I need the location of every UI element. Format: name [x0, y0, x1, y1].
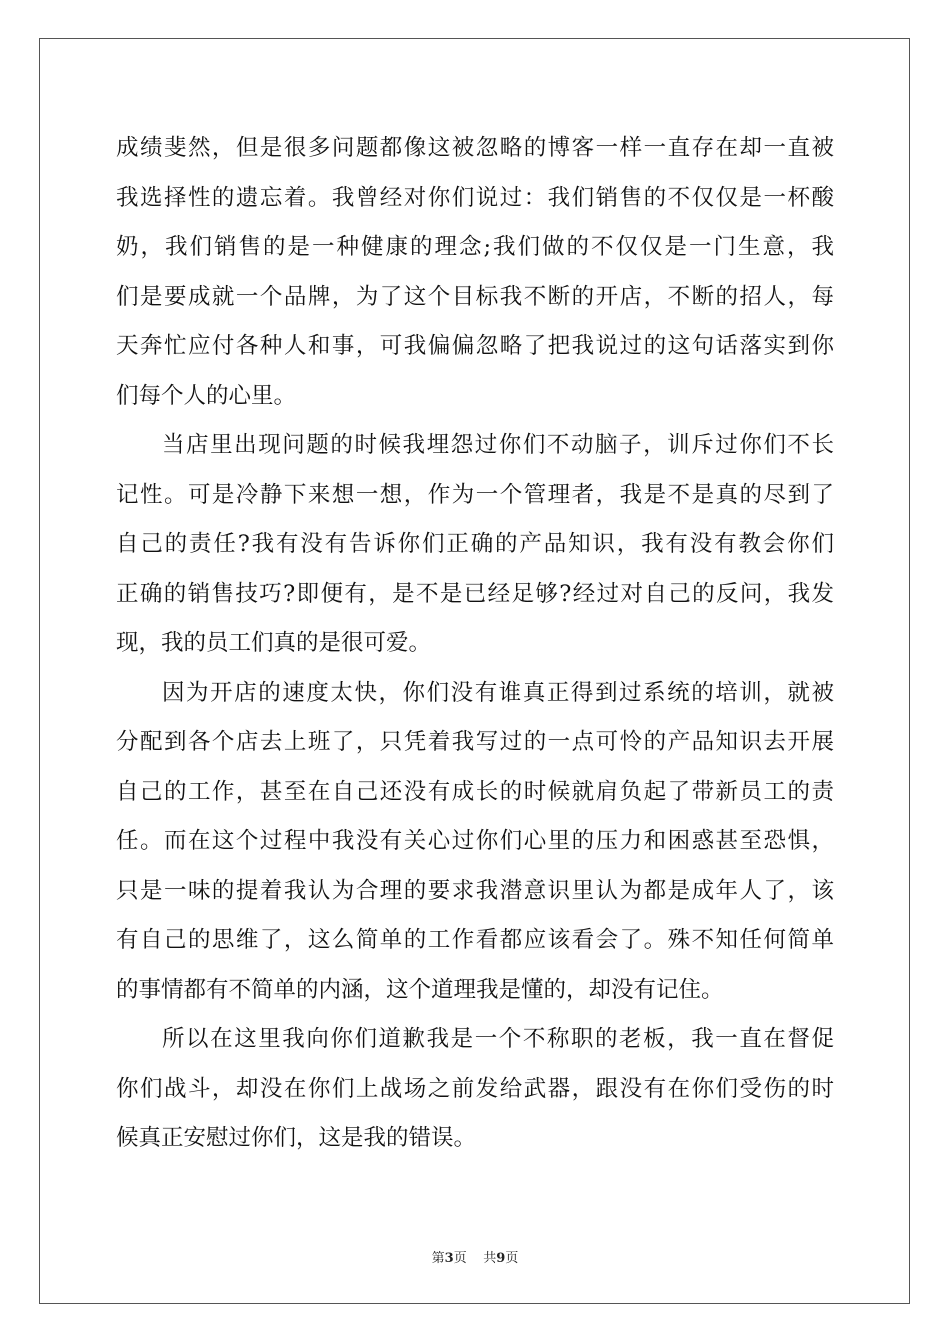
total-prefix: 共: [483, 1251, 497, 1266]
text-line: 现，我的员工们真的是很可爱。: [116, 630, 432, 656]
page-prefix: 第: [431, 1251, 445, 1266]
text-line: 的事情都有不简单的内涵，这个道理我是懂的，却没有记住。: [116, 976, 724, 1003]
text-line: 你们战斗，却没在你们上战场之前发给武器，跟没有在你们受伤的时: [116, 1075, 834, 1102]
text-line: 记性。可是冷静下来想一想，作为一个管理者，我是不是真的尽到了: [116, 481, 834, 508]
text-line: 任。而在这个过程中我没有关心过你们心里的压力和困惑甚至恐惧，: [116, 828, 834, 854]
text-line: 成绩斐然，但是很多问题都像这被忽略的博客一样一直存在却一直被: [116, 135, 834, 161]
text-line: 们每个人的心里。: [116, 382, 297, 409]
total-suffix: 页: [505, 1251, 519, 1266]
page-footer: [0, 1247, 950, 1266]
text-line: 奶，我们销售的是一种健康的理念;我们做的不仅仅是一门生意，我: [116, 234, 834, 260]
text-line: 自己的责任?我有没有告诉你们正确的产品知识，我有没有教会你们: [116, 531, 834, 557]
paragraph-first-line: 当店里出现问题的时候我埋怨过你们不动脑子，训斥过你们不长: [162, 432, 834, 458]
text-line: 只是一味的提着我认为合理的要求我潜意识里认为都是成年人了，该: [116, 877, 834, 904]
text-line: 天奔忙应付各种人和事，可我偏偏忽略了把我说过的这句话落实到你: [116, 333, 834, 359]
text-line: 正确的销售技巧?即便有，是不是已经足够?经过对自己的反问，我发: [116, 580, 834, 607]
text-line: 候真正安慰过你们，这是我的错误。: [116, 1125, 477, 1151]
document-body: [116, 124, 834, 1164]
paragraph-first-line: 所以在这里我向你们道歉我是一个不称职的老板，我一直在督促: [162, 1026, 834, 1052]
text-line: 分配到各个店去上班了，只凭着我写过的一点可怜的产品知识去开展: [116, 729, 834, 755]
text-line: 们是要成就一个品牌，为了这个目标我不断的开店，不断的招人，每: [116, 283, 834, 310]
total-pages: 9: [496, 1251, 506, 1266]
text-line: 有自己的思维了，这么简单的工作看都应该看会了。殊不知任何简单: [116, 927, 834, 953]
text-line: 自己的工作，甚至在自己还没有成长的时候就肩负起了带新员工的责: [116, 778, 834, 805]
page-number: 3: [444, 1251, 454, 1266]
text-line: 我选择性的遗忘着。我曾经对你们说过：我们销售的不仅仅是一杯酸: [116, 184, 834, 211]
page-suffix: 页: [453, 1251, 467, 1266]
paragraph-first-line: 因为开店的速度太快，你们没有谁真正得到过系统的培训，就被: [162, 679, 834, 706]
